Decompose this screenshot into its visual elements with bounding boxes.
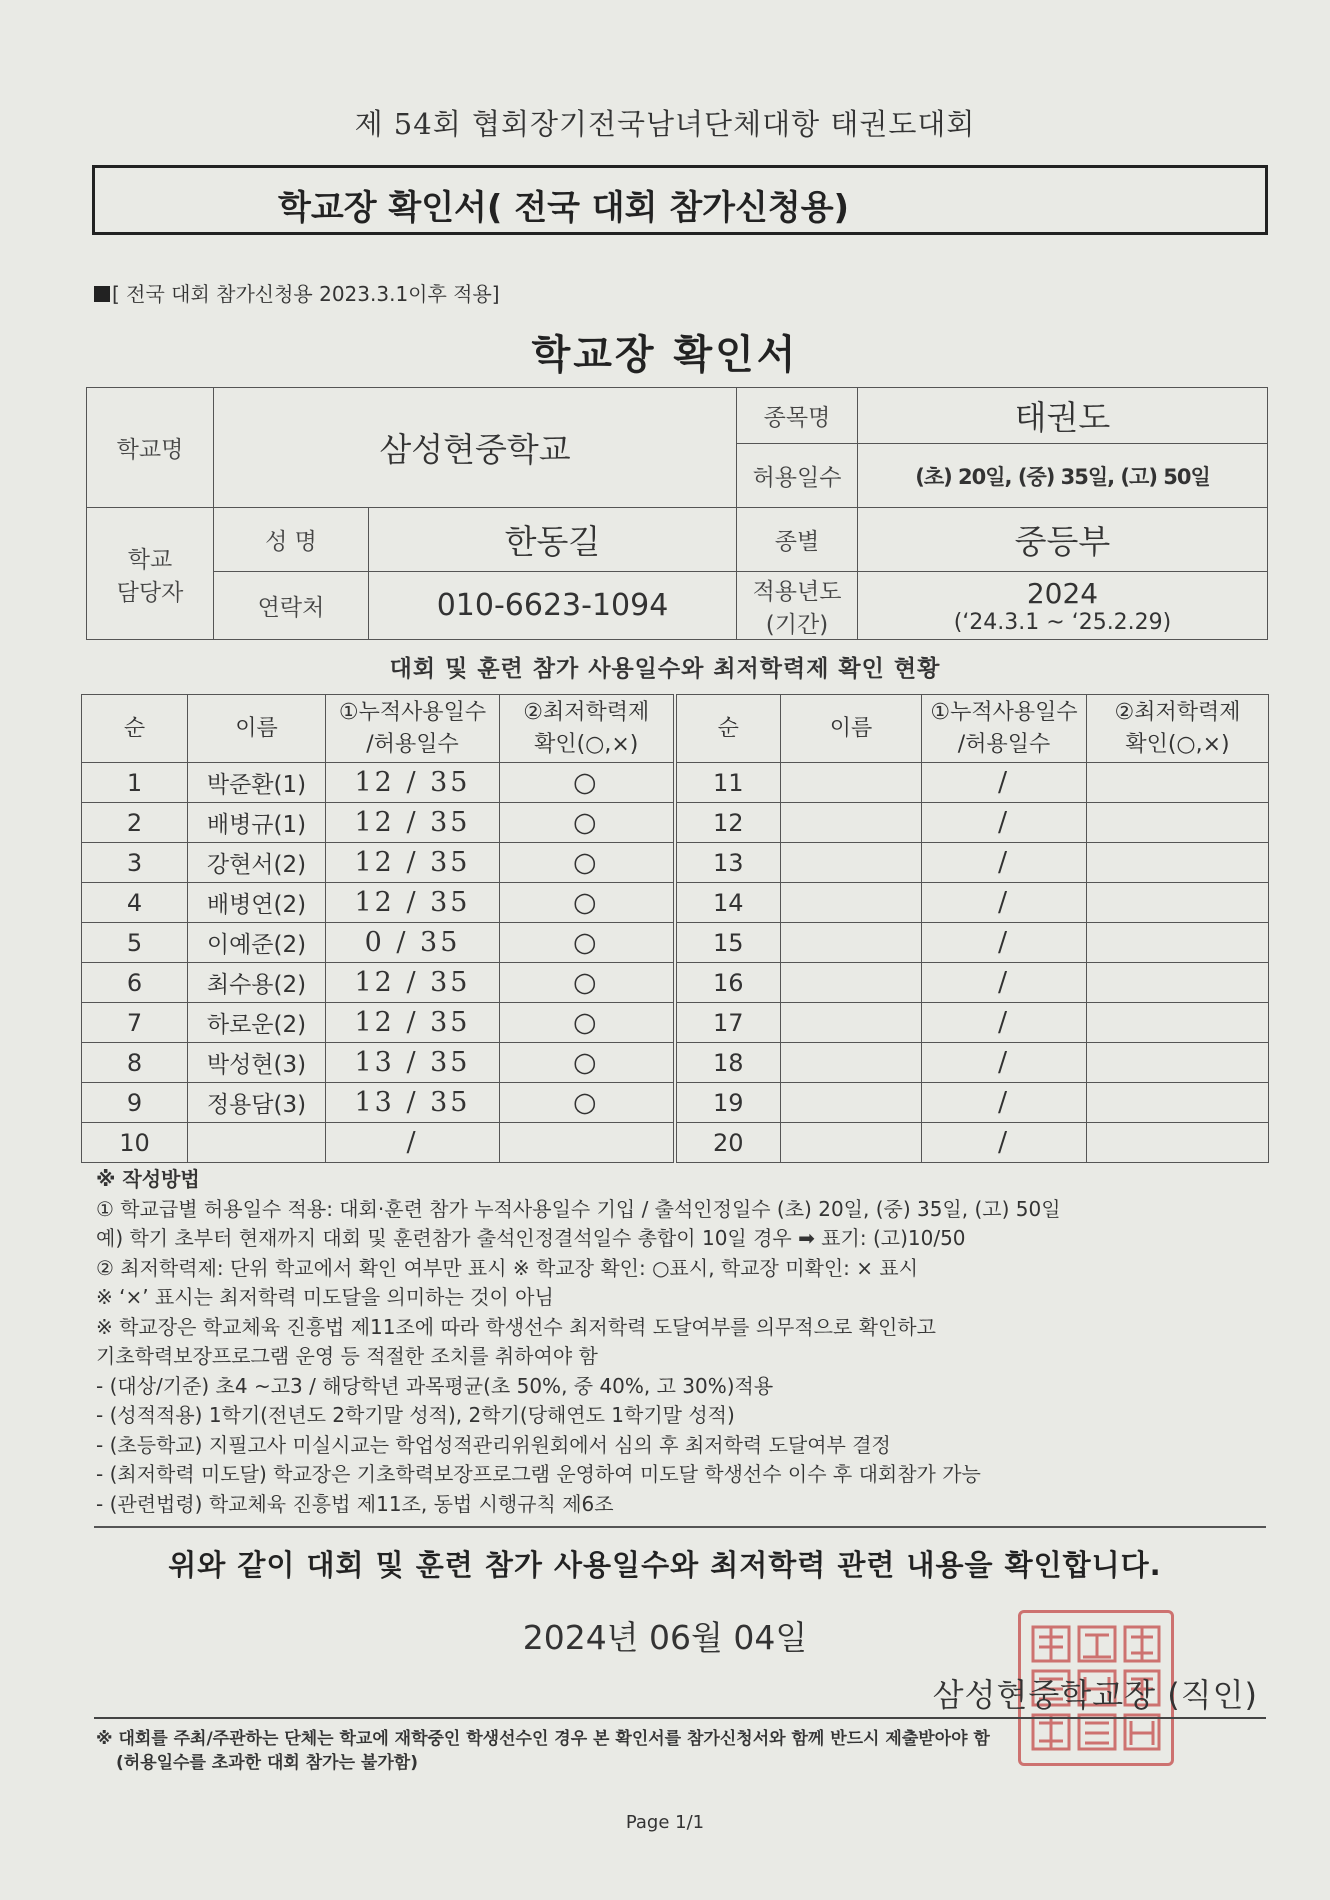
instruction-line: - (최저학력 미도달) 학교장은 기초학력보장프로그램 운영하여 미도달 학생선수 이수 후 대회참가 가능 [96, 1462, 981, 1486]
year-label-line-1: 적용년도 [752, 578, 842, 605]
row-check: ○ [500, 803, 675, 843]
row-no: 2 [82, 803, 188, 843]
row-name [781, 803, 922, 843]
header-days-line-2: /허용일수 [957, 731, 1051, 757]
header-min-line-2: 확인(○,×) [1125, 731, 1230, 757]
row-days: 13 / 35 [326, 1083, 500, 1123]
row-name: 최수용(2) [188, 963, 326, 1003]
row-days: / [922, 1003, 1087, 1043]
row-check [1087, 843, 1269, 883]
header-no-right: 순 [675, 695, 781, 763]
row-no: 1 [82, 763, 188, 803]
row-no: 18 [675, 1043, 781, 1083]
year-period: (‘24.3.1 ~ ‘25.2.29) [953, 609, 1172, 635]
table-row [82, 1043, 1269, 1083]
row-check [1087, 923, 1269, 963]
row-name [781, 1123, 922, 1163]
row-name [781, 923, 922, 963]
row-no: 4 [82, 883, 188, 923]
header-min-line-2: 확인(○,×) [534, 731, 639, 757]
row-no: 16 [675, 963, 781, 1003]
header-min-line-1: ②최저학력제 [1114, 699, 1241, 725]
header-name-right: 이름 [781, 695, 922, 763]
row-check [1087, 1083, 1269, 1123]
instruction-line: 기초학력보장프로그램 운영 등 적절한 조치를 취하여야 함 [96, 1344, 598, 1368]
row-name [781, 843, 922, 883]
sport-value: 태권도 [858, 388, 1268, 444]
row-check [1087, 1003, 1269, 1043]
contact-label: 연락처 [214, 572, 369, 640]
row-days: 0 / 35 [326, 923, 500, 963]
manager-label-line-2: 담당자 [116, 579, 184, 606]
instruction-line: 예) 학기 초부터 현재까지 대회 및 훈련참가 출석인정결석일수 총합이 10일 경우 ➡ 표기: (고)10/50 [96, 1226, 966, 1250]
row-check: ○ [500, 1043, 675, 1083]
year-label-line-2: (기간) [765, 611, 829, 638]
division-label: 종별 [737, 508, 858, 572]
row-days: / [922, 1083, 1087, 1123]
header-days-left [326, 695, 500, 763]
instruction-line: - (초등학교) 지필고사 미실시교는 학업성적관리위원회에서 심의 후 최저학력 도달여부 결정 [96, 1432, 891, 1457]
header-no-left: 순 [82, 695, 188, 763]
row-check [1087, 1043, 1269, 1083]
footnote-line-1: ※ 대회를 주최/주관하는 단체는 학교에 재학중인 학생선수인 경우 본 확인서를 참가신청서와 함께 반드시 제출받아야 함 [96, 1729, 990, 1749]
black-square-icon [94, 286, 110, 302]
row-no: 8 [82, 1043, 188, 1083]
instruction-line: ※ ‘×’ 표시는 최저학력 미도달을 의미하는 것이 아님 [96, 1285, 554, 1309]
row-no: 9 [82, 1083, 188, 1123]
instructions [96, 1165, 1276, 1519]
row-name: 박준환(1) [188, 763, 326, 803]
row-check: ○ [500, 1083, 675, 1123]
table-row [82, 1003, 1269, 1043]
row-check [1087, 763, 1269, 803]
row-name: 정용담(3) [188, 1083, 326, 1123]
footnote [96, 1727, 990, 1775]
row-name: 배병연(2) [188, 883, 326, 923]
footer-divider [94, 1717, 1266, 1719]
row-name [781, 963, 922, 1003]
school-label: 학교명 [87, 388, 214, 508]
row-days: / [922, 1123, 1087, 1163]
contact-value: 010-6623-1094 [369, 572, 737, 640]
sport-label: 종목명 [737, 388, 858, 444]
apply-note-text: [ 전국 대회 참가신청용 2023.3.1이후 적용] [112, 282, 500, 306]
row-check: ○ [500, 763, 675, 803]
apply-note [94, 278, 500, 307]
row-name: 강현서(2) [188, 843, 326, 883]
row-name [781, 763, 922, 803]
school-name: 삼성현중학교 [214, 388, 737, 508]
manager-name: 한동길 [369, 508, 737, 572]
roster-body [82, 763, 1269, 1163]
row-no: 5 [82, 923, 188, 963]
table-row [82, 1123, 1269, 1163]
manager-label-line-1: 학교 [127, 546, 173, 573]
instructions-heading: ※ 작성방법 [96, 1167, 200, 1191]
header-name-left: 이름 [188, 695, 326, 763]
header-days-line-2: /허용일수 [366, 731, 459, 757]
division-value: 중등부 [858, 508, 1268, 572]
principal-signature: 삼성현중학교장 (직인) [932, 1676, 1258, 1714]
row-name [781, 883, 922, 923]
instruction-line: ② 최저학력제: 단위 학교에서 확인 여부만 표시 ※ 학교장 확인: ○표시, 학교장 미확인: × 표시 [96, 1255, 919, 1280]
table-row [82, 883, 1269, 923]
issue-date: 2024년 06월 04일 [522, 1618, 808, 1657]
allowed-value: (초) 20일, (중) 35일, (고) 50일 [858, 444, 1268, 508]
header-days-line-1: ①누적사용일수 [930, 699, 1078, 725]
row-days: / [922, 963, 1087, 1003]
year-label [737, 572, 858, 640]
row-no: 19 [675, 1083, 781, 1123]
allowed-label: 허용일수 [737, 444, 858, 508]
row-no: 20 [675, 1123, 781, 1163]
main-title: 학교장 확인서 [531, 332, 799, 378]
confirm-text: 위와 같이 대회 및 훈련 참가 사용일수와 최저학력 관련 내용을 확인합니다. [168, 1548, 1162, 1582]
table-row [82, 843, 1269, 883]
instruction-line: ※ 학교장은 학교체육 진흥법 제11조에 따라 학생선수 최저학력 도달여부를 의무적으로 확인하고 [96, 1314, 936, 1339]
row-no: 11 [675, 763, 781, 803]
row-name: 배병규(1) [188, 803, 326, 843]
row-days: 12 / 35 [326, 843, 500, 883]
row-check: ○ [500, 883, 675, 923]
row-no: 17 [675, 1003, 781, 1043]
row-days: 12 / 35 [326, 1003, 500, 1043]
row-days: 12 / 35 [326, 803, 500, 843]
row-name [781, 1083, 922, 1123]
row-check: ○ [500, 1003, 675, 1043]
footnote-line-2: (허용일수를 초과한 대회 참가는 불가함) [116, 1753, 418, 1773]
row-no: 6 [82, 963, 188, 1003]
row-days: / [922, 803, 1087, 843]
manager-label [87, 508, 214, 640]
row-check [1087, 803, 1269, 843]
row-days: 12 / 35 [326, 963, 500, 1003]
table-row [82, 963, 1269, 1003]
row-name [188, 1123, 326, 1163]
row-no: 15 [675, 923, 781, 963]
table-row [82, 923, 1269, 963]
row-name: 하로운(2) [188, 1003, 326, 1043]
row-no: 10 [82, 1123, 188, 1163]
row-no: 12 [675, 803, 781, 843]
row-name: 박성현(3) [188, 1043, 326, 1083]
page-number: Page 1/1 [625, 1812, 705, 1833]
name-label: 성 명 [214, 508, 369, 572]
row-name [781, 1043, 922, 1083]
year-value: 2024 [1026, 576, 1099, 610]
row-check [1087, 1123, 1269, 1163]
row-check [1087, 963, 1269, 1003]
instruction-line: ① 학교급별 허용일수 적용: 대회·훈련 참가 누적사용일수 기입 / 출석인정일수 (초) 20일, (중) 35일, (고) 50일 [96, 1196, 1061, 1221]
row-name: 이예준(2) [188, 923, 326, 963]
instruction-line: - (대상/기준) 초4 ~고3 / 해당학년 과목평균(초 50%, 중 40%, 고 30%)적용 [96, 1373, 774, 1398]
header-days-right [922, 695, 1087, 763]
row-days: / [922, 843, 1087, 883]
table-row [82, 803, 1269, 843]
row-no: 3 [82, 843, 188, 883]
row-days: / [922, 923, 1087, 963]
table-row [82, 1083, 1269, 1123]
header-min-line-1: ②최저학력제 [523, 699, 650, 725]
row-check [500, 1123, 675, 1163]
row-days: / [326, 1123, 500, 1163]
row-no: 7 [82, 1003, 188, 1043]
row-days: / [922, 883, 1087, 923]
row-no: 13 [675, 843, 781, 883]
header-min-right [1087, 695, 1269, 763]
header-box [92, 165, 1268, 235]
header-title: 학교장 확인서( 전국 대회 참가신청용) [278, 188, 850, 228]
year-cell [858, 572, 1268, 640]
row-name [781, 1003, 922, 1043]
row-days: 12 / 35 [326, 883, 500, 923]
header-days-line-1: ①누적사용일수 [338, 699, 487, 725]
row-days: / [922, 1043, 1087, 1083]
row-check: ○ [500, 963, 675, 1003]
roster-table [81, 694, 1269, 1163]
row-days: 12 / 35 [326, 763, 500, 803]
instruction-line: - (성적적용) 1학기(전년도 2학기말 성적), 2학기(당해연도 1학기말 성적) [96, 1403, 735, 1427]
header-min-left [500, 695, 675, 763]
table-row [82, 763, 1269, 803]
row-days: 13 / 35 [326, 1043, 500, 1083]
event-title: 제 54회 협회장기전국남녀단체대항 태권도대회 [354, 107, 976, 141]
row-check [1087, 883, 1269, 923]
info-table [86, 387, 1268, 640]
row-days: / [922, 763, 1087, 803]
row-no: 14 [675, 883, 781, 923]
divider [94, 1526, 1266, 1528]
instruction-line: - (관련법령) 학교체육 진흥법 제11조, 동법 시행규칙 제6조 [96, 1491, 614, 1516]
row-check: ○ [500, 923, 675, 963]
row-check: ○ [500, 843, 675, 883]
section-title: 대회 및 훈련 참가 사용일수와 최저학력제 확인 현황 [389, 656, 941, 682]
